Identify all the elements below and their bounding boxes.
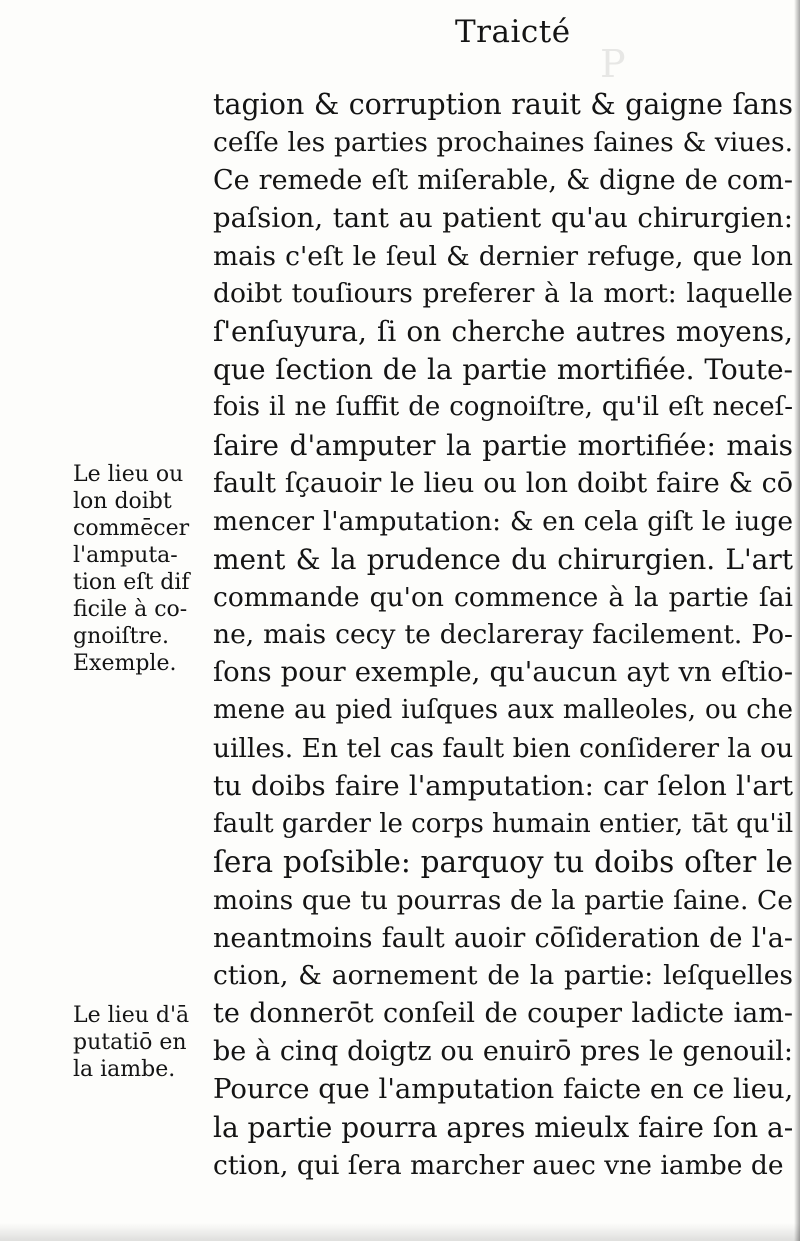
text-line: ſ'enſuyura, ſi on cherche autres moyens, <box>213 315 793 349</box>
text-line: ſons pour exemple, qu'aucun ayt vn eſtio- <box>213 656 793 689</box>
margin-note-line: gnoiſtre. <box>73 624 170 649</box>
margin-note-line: Le lieu d'ā <box>73 1003 190 1028</box>
text-line: uilles. En tel cas fault bien conſiderer la ou <box>213 733 793 765</box>
text-line: ceſſe les parties prochaines ſaines & viues. <box>213 126 793 158</box>
margin-note-line: l'amputa- <box>73 543 178 568</box>
bleed-through-text: ꟼ <box>600 42 626 86</box>
page-edge-shadow <box>794 0 800 1241</box>
text-line: Pource que l'amputation faicte en ce lieu, <box>213 1073 793 1106</box>
text-line: mencer l'amputation: & en cela giſt le iuge <box>213 505 793 537</box>
margin-note-line: tion eſt dif <box>73 570 190 595</box>
text-line: ment & la prudence du chirurgien. L'art <box>213 542 793 576</box>
text-line: Ce remede eſt miſerable, & digne de com- <box>213 164 793 196</box>
text-line: be à cinq doigtz ou enuirō pres le genouil: <box>213 1036 793 1068</box>
margin-note-amputation-place <box>73 461 208 677</box>
margin-note-line: Le lieu ou <box>73 462 184 487</box>
margin-note-line: putatiō en <box>73 1030 187 1055</box>
text-line: mais c'eſt le ſeul & dernier refuge, que lon <box>213 240 793 272</box>
page-bottom-shadow <box>0 1223 800 1241</box>
margin-note-line: commēcer <box>73 516 190 541</box>
running-header: Traicté <box>455 14 571 50</box>
margin-note-line: ficile à co- <box>73 597 188 622</box>
text-line: fault ſçauoir le lieu ou lon doibt faire & cō <box>213 467 793 499</box>
text-line: paſsion, tant au patient qu'au chirurgien: <box>213 201 793 234</box>
text-line: fois il ne ſuffit de cognoiſtre, qu'il eſt neceſ- <box>213 392 793 423</box>
margin-note-leg-amputation <box>73 1002 208 1083</box>
text-line: fault garder le corps humain entier, tāt qu'il <box>213 808 793 839</box>
text-line: moins que tu pourras de la partie ſaine. Ce <box>213 884 793 916</box>
text-line: ction, qui ſera marcher auec vne iambe de <box>213 1149 784 1181</box>
margin-note-line: Exemple. <box>73 651 177 676</box>
text-line: neantmoins fault auoir cōſideration de l'a- <box>213 922 793 954</box>
text-line: la partie pourra apres mieulx faire ſon a- <box>213 1111 793 1145</box>
text-line: ne, mais cecy te declareray facilement. Po- <box>213 619 793 651</box>
text-line: te donnerōt conſeil de couper ladicte iam- <box>213 998 793 1030</box>
margin-note-line: la iambe. <box>73 1057 176 1082</box>
margin-note-line: lon doibt <box>73 489 172 514</box>
text-line: commande qu'on commence à la partie ſai <box>213 581 793 613</box>
text-line: ſaire d'amputer la partie mortifiée: mais <box>213 429 793 463</box>
text-line: que ſection de la partie mortifiée. Toute- <box>213 353 793 387</box>
text-line: mene au pied iuſques aux malleoles, ou che <box>213 695 793 726</box>
text-line: ſera poſsible: parquoy tu doibs oſter le <box>213 844 793 879</box>
text-line: doibt touſiours preferer à la mort: laquelle <box>213 278 793 310</box>
body-text <box>213 86 793 1185</box>
text-line: tagion & corruption rauit & gaigne ſans <box>213 88 793 121</box>
text-line: tu doibs faire l'amputation: car ſelon l'art <box>213 770 793 803</box>
text-line: ction, & aornement de la partie: leſquelles <box>213 960 793 992</box>
